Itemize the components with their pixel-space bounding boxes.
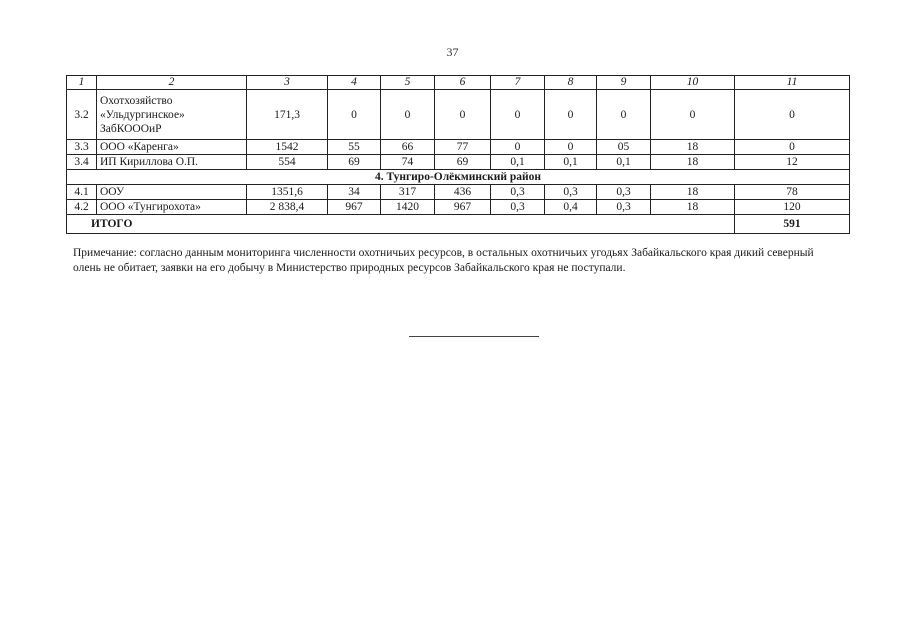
- cell-value: 967: [328, 200, 381, 215]
- page-number: 37: [446, 45, 459, 59]
- cell-value: 0: [381, 90, 435, 140]
- cell-value: 0: [735, 140, 850, 155]
- column-header: 3: [247, 76, 328, 90]
- data-table: [66, 75, 850, 234]
- row-number: 4.1: [67, 185, 97, 200]
- row-number: 3.3: [67, 140, 97, 155]
- cell-value: 967: [435, 200, 491, 215]
- cell-value: 436: [435, 185, 491, 200]
- cell-value: 69: [435, 155, 491, 170]
- cell-value: 66: [381, 140, 435, 155]
- cell-value: 18: [651, 200, 735, 215]
- column-header: 2: [97, 76, 247, 90]
- cell-value: 0: [651, 90, 735, 140]
- column-header: 1: [67, 76, 97, 90]
- column-header: 6: [435, 76, 491, 90]
- total-row: [67, 215, 850, 234]
- column-header: 4: [328, 76, 381, 90]
- cell-value: 0,1: [545, 155, 597, 170]
- total-label: ИТОГО: [67, 215, 735, 234]
- cell-value: 0: [491, 90, 545, 140]
- cell-value: 0: [597, 90, 651, 140]
- table-row: [67, 185, 850, 200]
- cell-value: 0,3: [545, 185, 597, 200]
- cell-value: 77: [435, 140, 491, 155]
- cell-value: 05: [597, 140, 651, 155]
- cell-value: 18: [651, 155, 735, 170]
- cell-value: 0: [545, 140, 597, 155]
- cell-value: 0: [545, 90, 597, 140]
- cell-value: 18: [651, 185, 735, 200]
- cell-value: 0: [491, 140, 545, 155]
- row-name: ООО «Каренга»: [97, 140, 247, 155]
- section-row: [67, 170, 850, 185]
- row-name: ООО «Тунгирохота»: [97, 200, 247, 215]
- column-header: 10: [651, 76, 735, 90]
- cell-value: 317: [381, 185, 435, 200]
- cell-value: 74: [381, 155, 435, 170]
- column-header: 8: [545, 76, 597, 90]
- cell-value: 34: [328, 185, 381, 200]
- cell-value: 18: [651, 140, 735, 155]
- row-name: Охотхозяйство «Ульдургинское» ЗабКОООиР: [97, 90, 247, 140]
- row-name: ООУ: [97, 185, 247, 200]
- table-row: [67, 90, 850, 140]
- table-header-row: [67, 76, 850, 90]
- row-name: ИП Кириллова О.П.: [97, 155, 247, 170]
- cell-value: 0,3: [597, 185, 651, 200]
- cell-value: 0: [328, 90, 381, 140]
- column-header: 5: [381, 76, 435, 90]
- cell-value: 0,3: [491, 200, 545, 215]
- cell-value: 1542: [247, 140, 328, 155]
- total-value: 591: [735, 215, 850, 234]
- divider-line: [409, 336, 539, 337]
- table-row: [67, 200, 850, 215]
- table-row: [67, 140, 850, 155]
- cell-value: 55: [328, 140, 381, 155]
- cell-value: 1351,6: [247, 185, 328, 200]
- footnote: Примечание: согласно данным мониторинга численности охотничьих ресурсов, в остальных охотничьих угодьях Забайкальского края дикий северный олень не обитает, заявки на его добычу в Министерство природных ресурсов Забайкальского края не поступали.: [73, 247, 814, 274]
- column-header: 11: [735, 76, 850, 90]
- row-number: 4.2: [67, 200, 97, 215]
- cell-value: 78: [735, 185, 850, 200]
- cell-value: 0,1: [597, 155, 651, 170]
- cell-value: 69: [328, 155, 381, 170]
- row-number: 3.2: [67, 90, 97, 140]
- cell-value: 0,1: [491, 155, 545, 170]
- column-header: 7: [491, 76, 545, 90]
- row-number: 3.4: [67, 155, 97, 170]
- cell-value: 0,3: [491, 185, 545, 200]
- cell-value: 2 838,4: [247, 200, 328, 215]
- cell-value: 120: [735, 200, 850, 215]
- column-header: 9: [597, 76, 651, 90]
- cell-value: 12: [735, 155, 850, 170]
- cell-value: 0: [435, 90, 491, 140]
- section-title: 4. Тунгиро-Олёкминский район: [67, 170, 850, 185]
- table-row: [67, 155, 850, 170]
- cell-value: 171,3: [247, 90, 328, 140]
- cell-value: 0,4: [545, 200, 597, 215]
- cell-value: 0: [735, 90, 850, 140]
- cell-value: 554: [247, 155, 328, 170]
- cell-value: 1420: [381, 200, 435, 215]
- cell-value: 0,3: [597, 200, 651, 215]
